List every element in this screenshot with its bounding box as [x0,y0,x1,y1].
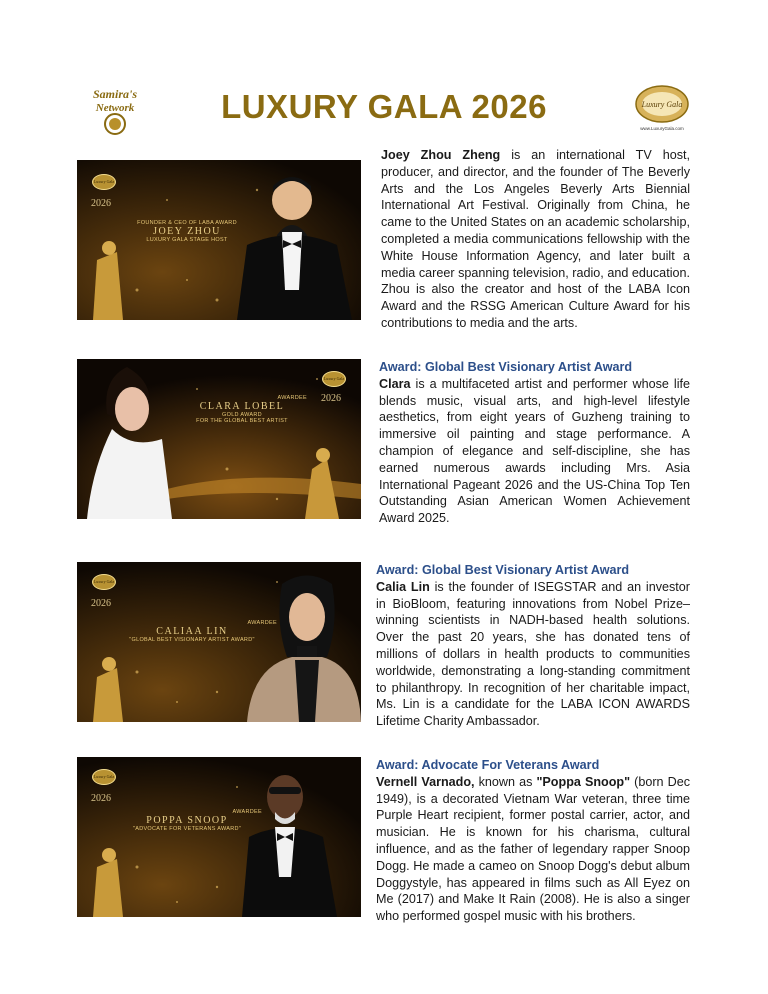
entry-joey-zhou [381,147,690,332]
luxury-gala-logo [633,84,691,134]
clara-lobel-award-card [77,359,361,519]
award-title: Award: Global Best Visionary Artist Award [379,360,633,374]
gala-badge-icon: Luxury Gala [92,769,116,785]
card-top-line: AWARDEE [247,620,277,626]
entry-body: (born Dec 1949), is a decorated Vietnam War veteran, three time Purple Heart recipient, former postal carrier, actor, and musician. He is known for his charisma, cultural influence, and as the father of legendary rapper Snoop Dogg. He made a cameo on Snoop Dogg's debut album Doggystyle, has appeared in films such as All Eyez on Me (2017) and Make It Rain (2008). He is also a singer who performed gospel music with his brothers. [376,774,690,924]
entry-calia-lin [376,562,690,730]
award-title: Award: Advocate For Veterans Award [376,758,600,772]
card-name: CALIAA LIN [156,626,228,637]
entry-body: is a multifaceted artist and performer whose life blends music, visual arts, and high-level lifestyle aesthetics, from eight years of Guzheng training to immersive oil painting and stage performance. A champion of elegance and self-discipline, she has earned numerous awards including Mrs. Asia International Pageant 2026 and the US-China Top Ten Outstanding Asian American Women Achievement Award 2025. [379,376,690,526]
card-subtitle-2: FOR THE GLOBAL BEST ARTIST [196,418,288,424]
gala-badge-icon: Luxury Gala [322,371,346,387]
card-subtitle: LUXURY GALA STAGE HOST [146,237,228,243]
svg-text:Network: Network [95,102,135,114]
card-name: POPPA SNOOP [146,815,228,826]
card-name: CLARA LOBEL [199,401,285,412]
entry-body: is an international TV host, producer, and director, and the founder of The Beverly Arts and the Los Angeles Beverly Arts Biennial International Art Festival. Originally from China, he came to the United States on an academic scholarship, completed a media communications fellowship with the White House Information Agency, and later built a media career spanning television, radio, and education. Zhou is also the creator and host of the LABA Icon Award and the RSSG American Culture Award for his contributions to media and the arts. [381,148,690,330]
award-title: Award: Global Best Visionary Artist Award [376,563,630,577]
entry-nickname: "Poppa Snoop" [536,774,631,789]
card-name: JOEY ZHOU [153,226,221,237]
svg-text:www.LuxuryGala.com: www.LuxuryGala.com [640,126,684,131]
joey-zhou-award-card [77,160,361,320]
entry-lead-name: Calia Lin [376,579,430,594]
calia-lin-award-card [77,562,361,722]
card-top-line: AWARDEE [232,809,262,815]
svg-text:Luxury Gala: Luxury Gala [641,100,683,109]
card-year: 2026 [91,793,111,804]
svg-text:Samira's: Samira's [92,87,138,101]
entry-poppa-snoop [376,757,690,925]
entry-lead-name: Vernell Varnado, [376,774,475,789]
gala-badge-icon: Luxury Gala [92,574,116,590]
entry-lead-name: Joey Zhou Zheng [381,148,501,162]
entry-body-pre: known as [474,774,537,789]
card-year: 2026 [91,198,111,209]
card-top-line: FOUNDER & CEO OF LABA AWARD [137,220,237,226]
card-subtitle: "GLOBAL BEST VISIONARY ARTIST AWARD" [129,637,255,643]
card-year: 2026 [321,393,341,404]
card-year: 2026 [91,598,111,609]
page-title: LUXURY GALA 2026 [221,88,547,125]
gala-badge-icon: Luxury Gala [92,174,116,190]
card-top-line: AWARDEE [277,395,307,401]
card-subtitle: GOLD AWARD [222,412,262,418]
poppa-snoop-award-card [77,757,361,917]
card-subtitle: "ADVOCATE FOR VETERANS AWARD" [132,826,242,832]
entry-lead-name: Clara [379,376,411,391]
entry-clara [379,359,690,527]
entry-body: is the founder of ISEGSTAR and an investor in BioBloom, featuring innovations from Nobel Prize–winning scientists in NADH-based health solutions. Over the past 20 years, she has donated tens of millions of dollars in health products to communities worldwide, demonstrating a long-standing commitment to philanthropy. In recognition of her charitable impact, Ms. Lin is a candidate for the LABA ICON AWARDS Lifetime Charity Ambassador. [376,579,690,729]
